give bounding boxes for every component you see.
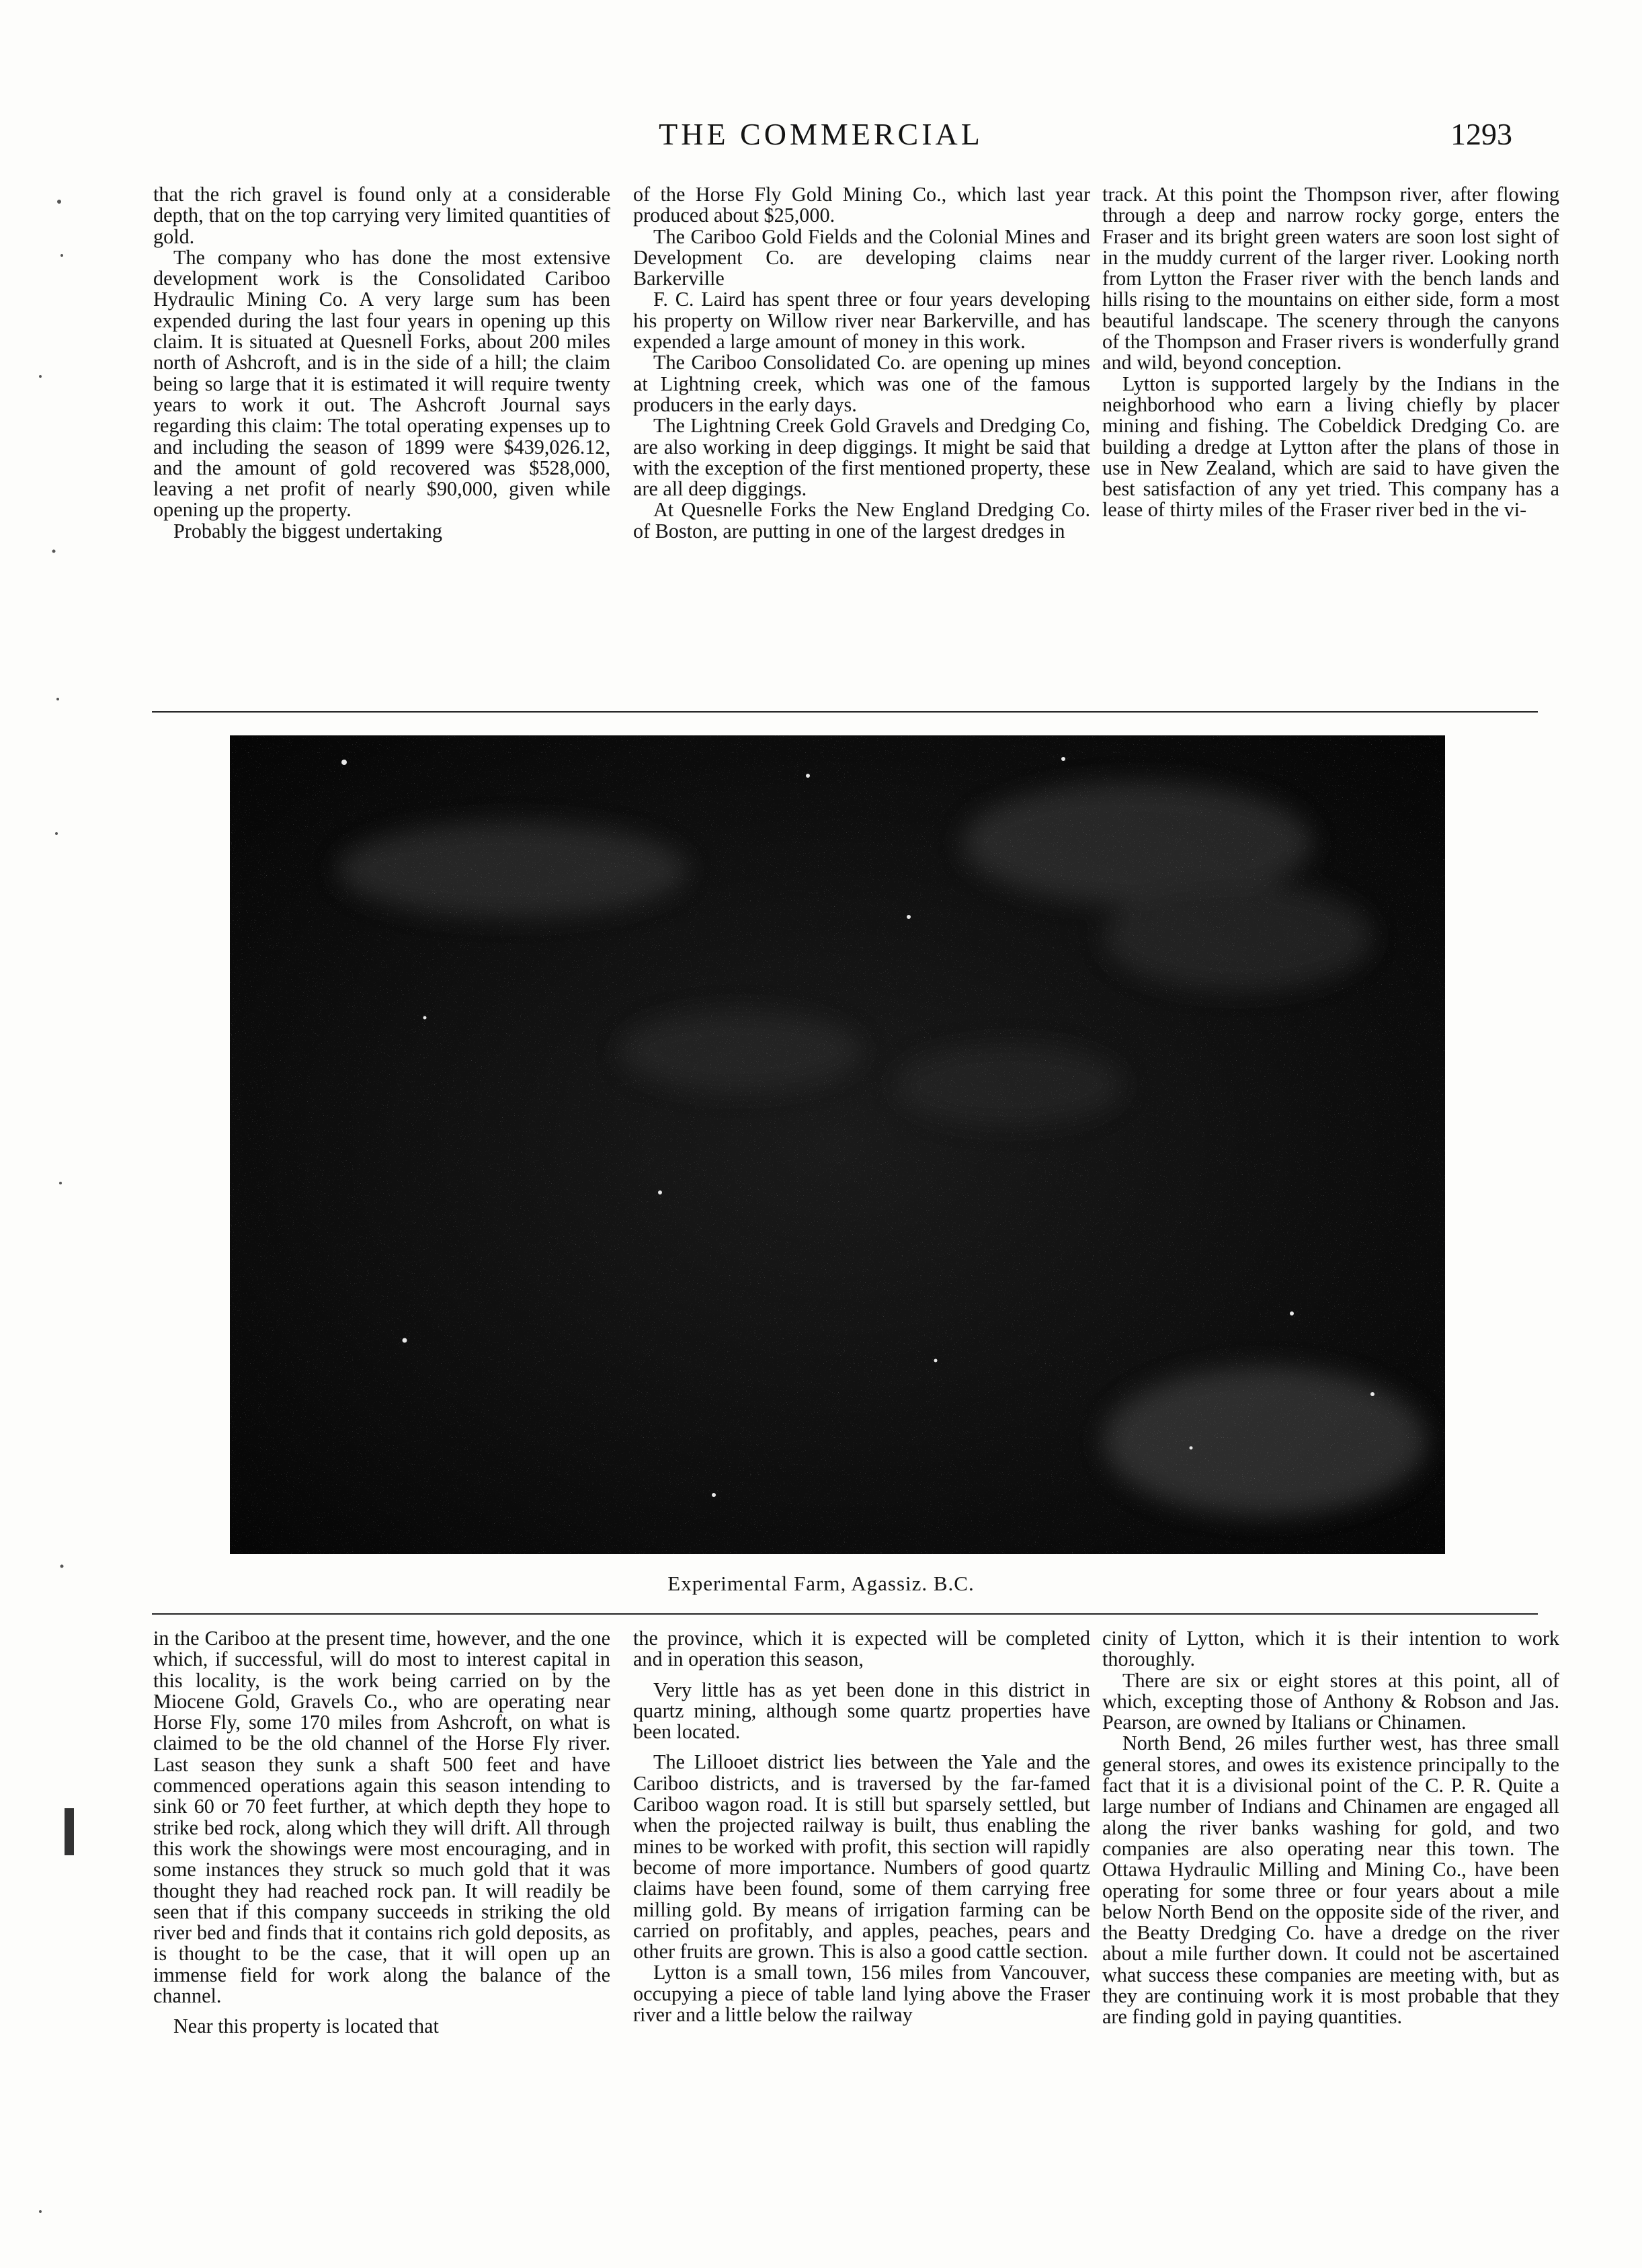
paragraph: track. At this point the Thompson river, after flowing through a deep and narrow rocky gorge, enters the Fraser and its bright green waters are soon lost sight of in the muddy current of the larger river. Looking north from Lytton the Fraser river with the bench lands and hills rising to the mountains on either side, form a most beautiful landscape. The scenery through the canyons of the Thompson and Fraser rivers is wonderfully grand and wild, beyond conception. bbox=[1102, 184, 1559, 374]
paragraph: The Cariboo Gold Fields and the Colonial Mines and Development Co. are developing claims near Barkerville bbox=[633, 225, 1090, 290]
top-column-3 bbox=[1102, 184, 1559, 690]
paragraph: The company who has done the most extensive development work is the Consolidated Cariboo Hydraulic Mining Co. A very large sum has been expended during the last four years in opening up this claim. It is situated at Quesnell Forks, about 200 miles north of Ashcroft, and is in the side of a hill; the claim being so large that it is estimated it will require twenty years to work it out. The Ashcroft Journal says regarding this claim: The total operating expenses up to and including the season of 1899 were $439,026.12, and the amount of gold recovered was $528,000, leaving a net profit of nearly $90,000, given while opening up the property. bbox=[153, 245, 610, 522]
paragraph: Probably the biggest undertaking bbox=[173, 519, 442, 542]
paragraph: At Quesnelle Forks the New England Dredging Co. of Boston, are putting in one of the largest dredges in bbox=[633, 498, 1090, 542]
paragraph: in the Cariboo at the present time, however, and the one which, if successful, will do most to interest capital in this locality, is the work being carried on by the Miocene Gold, Gravels Co., who are operating near Horse Fly, some 170 miles from Ashcroft, on what is claimed to be the old channel of the Horse Fly river. Last season they sunk a shaft 500 feet and have commenced operations again this season intending to sink 60 or 70 feet further, at which depth they hope to strike bed rock, along which they will drift. All through this work the showings were most encouraging, and in some instances they struck so much gold that it was thought they had reached rock pan. It will readily be seen that if this company succeeds in striking the old river bed and finds that it contains rich gold deposits, as is thought to be the case, that it will open up an immense field for work along the balance of the channel. bbox=[153, 1628, 610, 2008]
bottom-column-1 bbox=[153, 1628, 610, 2220]
paragraph: The Lillooet district lies between the Yale and the Cariboo districts, and is traversed by the far-famed Cariboo wagon road. It is still but sparsely settled, but when the projected railway is built, thus enabling the mines to be worked with profit, this section will rapidly become of more importance. Numbers of good quartz claims have been found, some of them carrying free milling gold. By means of irrigation farming can be carried on profitably, and apples, peaches, pears and other fruits are grown. This is also a good cattle section. bbox=[633, 1750, 1090, 1963]
paragraph: F. C. Laird has spent three or four years developing his property on Willow river near Barkerville, and has expended a large amount of money in this work. bbox=[633, 288, 1090, 354]
paragraph: The Lightning Creek Gold Gravels and Dredging Co, are also working in deep diggings. It might be said that with the exception of the first mentioned property, these are all deep diggings. bbox=[633, 414, 1090, 501]
paragraph: the province, which it is expected will be completed and in operation this season, bbox=[633, 1628, 1090, 1671]
page-number: 1293 bbox=[1450, 117, 1512, 151]
paragraph: of the Horse Fly Gold Mining Co., which last year produced about $25,000. bbox=[633, 184, 1090, 227]
paragraph: Very little has as yet been done in this district in quartz mining, although some quartz properties have been located. bbox=[633, 1678, 1090, 1744]
top-column-2 bbox=[633, 184, 1090, 690]
paragraph: that the rich gravel is found only at a considerable depth, that on the top carrying very limited quantities of gold. bbox=[153, 184, 610, 248]
halftone-photograph bbox=[230, 735, 1445, 1554]
paragraph: Near this property is located that bbox=[173, 2015, 439, 2038]
bottom-column-2 bbox=[633, 1628, 1090, 2220]
paragraph: cinity of Lytton, which it is their intention to work thoroughly. bbox=[1102, 1628, 1559, 1671]
scan-margin-marks bbox=[0, 0, 81, 2268]
photo-caption: Experimental Farm, Agassiz. B.C. bbox=[667, 1572, 975, 1595]
top-column-1 bbox=[153, 184, 610, 690]
paragraph: The Cariboo Consolidated Co. are opening up mines at Lightning creek, which was one of the famous producers in the early days. bbox=[633, 351, 1090, 416]
paragraph: North Bend, 26 miles further west, has three small general stores, and owes its existence principally to the fact that it is a divisional point of the C. P. R. Quite a large number of Indians and Chinamen are engaged all along the river banks washing for gold, and two companies are also operating near this town. The Ottawa Hydraulic Milling and Mining Co., have been operating for some three or four years about a mile below North Bend on the opposite side of the river, and the Beatty Dredging Co. have a dredge on the river about a mile further down. It could not be ascertained what success these companies are meeting with, but as they are continuing work it is most probable that they are finding gold in paying quantities. bbox=[1102, 1732, 1559, 2029]
bottom-column-3 bbox=[1102, 1628, 1559, 2220]
divider-rule bbox=[152, 711, 1538, 713]
paragraph: Lytton is supported largely by the Indians in the neighborhood who earn a living chiefly by placer mining and fishing. The Cobeldick Dredging Co. are building a dredge at Lytton after the plans of those in use in New Zealand, which are said to have given the best satisfaction of any yet tried. This company has a lease of thirty miles of the Fraser river bed in the vi- bbox=[1102, 372, 1559, 522]
paragraph: Lytton is a small town, 156 miles from Vancouver, occupying a piece of table land lying above the Fraser river and a little below the railway bbox=[633, 1961, 1090, 2027]
divider-rule bbox=[152, 1613, 1538, 1615]
page-header-title: THE COMMERCIAL bbox=[659, 117, 983, 151]
photo-image bbox=[230, 735, 1445, 1554]
paragraph: There are six or eight stores at this point, all of which, excepting those of Anthony & Robson and Jas. Pearson, are owned by Italians or Chinamen. bbox=[1102, 1668, 1559, 1734]
